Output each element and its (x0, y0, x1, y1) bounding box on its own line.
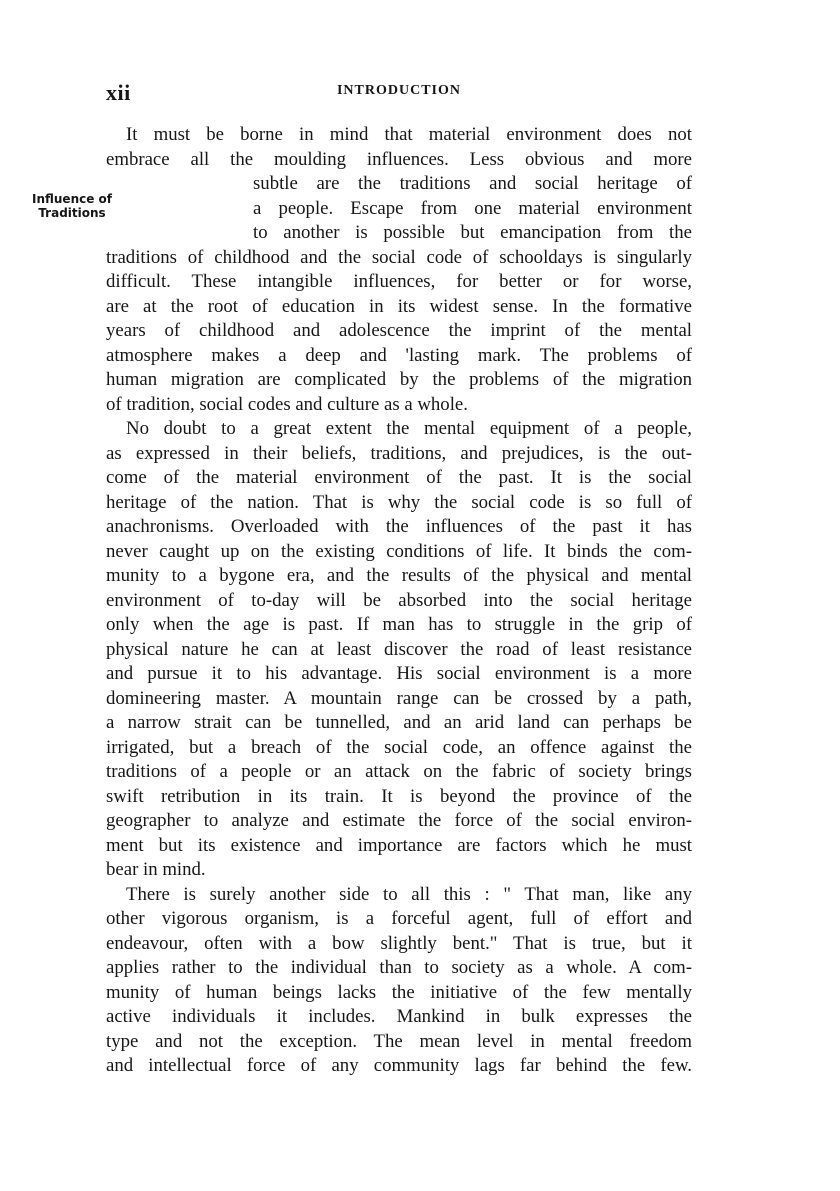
text-line: a narrow strait can be tunnelled, and an arid land can perhaps be (106, 712, 692, 733)
text-line: traditions of a people or an attack on the fabric of society brings (106, 761, 692, 782)
text-line: heritage of the nation. That is why the social code is so full of (106, 491, 692, 513)
page-header (106, 80, 692, 106)
text-line: come of the material environment of the past. It is the social (106, 467, 692, 488)
text-line: traditions of childhood and the social code of schooldays is singularly (106, 246, 692, 268)
text-line: years of childhood and adolescence the imprint of the mental (106, 320, 692, 341)
text-line: No doubt to a great extent the mental equipment of a people, (126, 418, 692, 439)
text-line: other vigorous organism, is a forceful agent, full of effort and (106, 908, 692, 929)
text-line: It must be borne in mind that material environment does not (126, 124, 692, 145)
text-line: never caught up on the existing conditions of life. It binds the com- (106, 540, 692, 562)
running-head: INTRODUCTION (336, 83, 461, 98)
text-line: as expressed in their beliefs, traditions, and prejudices, is the out- (106, 442, 692, 464)
text-line: active individuals it includes. Mankind in bulk expresses the (106, 1006, 692, 1027)
text-line: physical nature he can at least discover the road of least resistance (106, 638, 692, 660)
text-line: atmosphere makes a deep and 'lasting mark. The problems of (106, 344, 692, 366)
text-line: of tradition, social codes and culture as a whole. (106, 393, 468, 415)
text-line: geographer to analyze and estimate the force of the social environ- (106, 810, 692, 831)
text-line: ment but its existence and importance are factors which he must (106, 834, 692, 856)
text-line: embrace all the moulding influences. Less obvious and more (106, 148, 692, 170)
text-line: munity to a bygone era, and the results of the physical and mental (106, 565, 692, 586)
text-line: subtle are the traditions and social heritage of (253, 173, 692, 194)
text-line: human migration are complicated by the problems of the migration (106, 369, 692, 390)
text-line: difficult. These intangible influences, for better or for worse, (106, 271, 692, 292)
text-line: applies rather to the individual than to society as a whole. A com- (106, 957, 692, 978)
text-line: swift retribution in its train. It is beyond the province of the (106, 785, 692, 807)
text-line: and intellectual force of any community lags far behind the few. (106, 1055, 692, 1076)
text-line: to another is possible but emancipation from the (253, 222, 692, 243)
text-line: and pursue it to his advantage. His social environment is a more (106, 663, 692, 684)
text-line: type and not the exception. The mean level in mental freedom (106, 1030, 692, 1052)
text-line: environment of to-day will be absorbed into the social heritage (106, 589, 692, 611)
text-line: domineering master. A mountain range can be crossed by a path, (106, 687, 692, 709)
text-line: irrigated, but a breach of the social code, an offence against the (106, 736, 692, 758)
page-number: xii (106, 80, 131, 105)
text-line: only when the age is past. If man has to struggle in the grip of (106, 614, 692, 635)
text-line: There is surely another side to all this : " That man, like any (126, 883, 692, 905)
body-text (106, 123, 692, 1079)
text-line: bear in mind. (106, 859, 206, 880)
text-line: anachronisms. Overloaded with the influences of the past it has (106, 516, 692, 537)
text-line: are at the root of education in its widest sense. In the formative (106, 295, 692, 317)
text-line: munity of human beings lacks the initiative of the few mentally (106, 981, 692, 1003)
text-line: endeavour, often with a bow slightly bent." That is true, but it (106, 932, 692, 954)
text-line: a people. Escape from one material environment (253, 197, 692, 219)
margin-note-line: Traditions (38, 206, 106, 220)
margin-note-line: Influence of (31, 192, 113, 206)
